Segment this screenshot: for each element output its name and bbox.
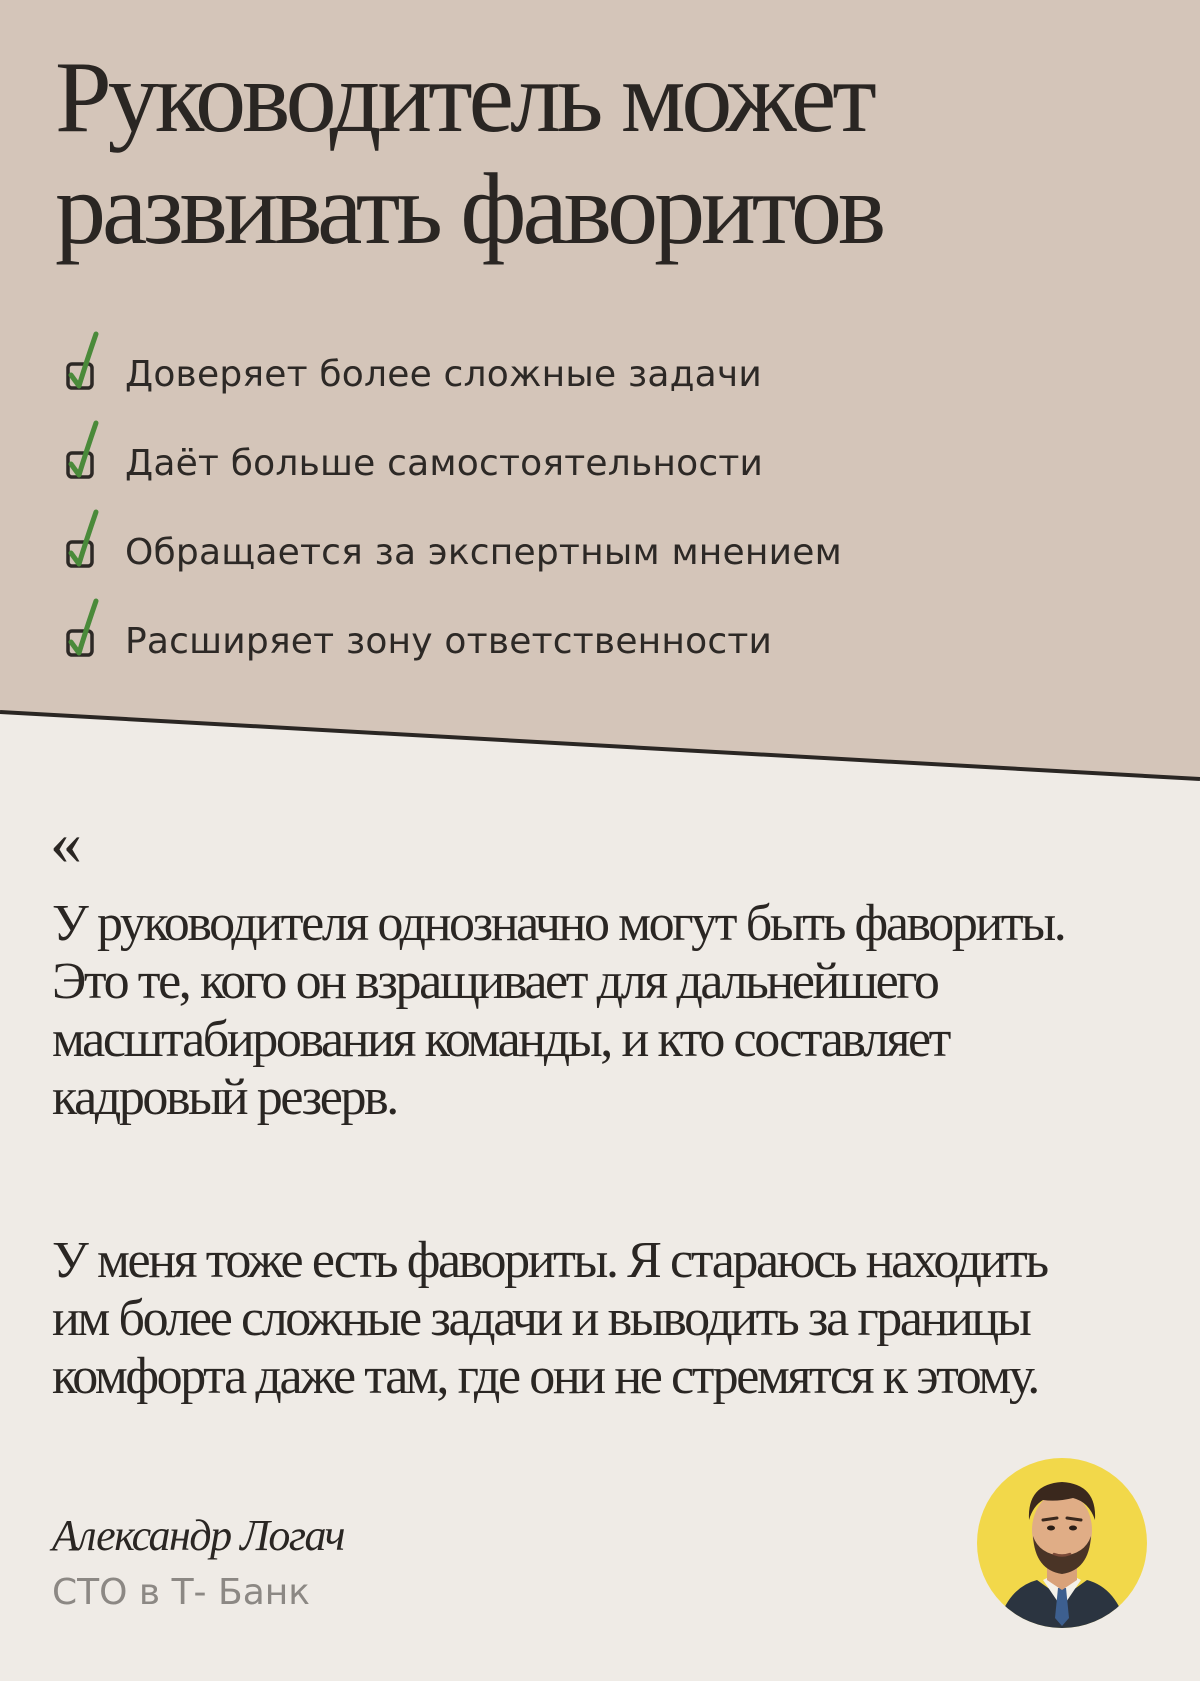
portrait-avatar-icon xyxy=(977,1458,1147,1628)
author-name: Александр Логач xyxy=(52,1511,344,1560)
list-item-label: Даёт больше самостоятельности xyxy=(125,443,764,484)
list-item xyxy=(66,419,842,508)
list-item xyxy=(66,597,842,686)
quote-line: им более сложные задачи и выводить за границы xyxy=(52,1290,1030,1347)
quote-line: масштабирования команды, и кто составляет xyxy=(52,1011,949,1068)
page-title xyxy=(55,42,1145,266)
author-role: CTO в Т- Банк xyxy=(52,1572,311,1613)
checkbox-checked-icon xyxy=(66,625,100,659)
list-item-label: Доверяет более сложные задачи xyxy=(125,354,762,395)
checkbox-checked-icon xyxy=(66,358,100,392)
title-line-1: Руководитель может xyxy=(55,41,873,154)
checkbox-checked-icon xyxy=(66,447,100,481)
quote-line: комфорта даже там, где они не стремятся к этому. xyxy=(52,1348,1038,1405)
quote-paragraph-1 xyxy=(52,895,1162,1127)
title-line-2: развивать фаворитов xyxy=(55,153,883,266)
list-item-label: Обращается за экспертным мнением xyxy=(125,532,842,573)
quote-mark: « xyxy=(50,807,82,878)
avatar xyxy=(977,1458,1147,1628)
quote-paragraph-2 xyxy=(52,1232,1162,1406)
quote-line: кадровый резерв. xyxy=(52,1069,397,1126)
quote-line: Это те, кого он взращивает для дальнейшего xyxy=(52,953,938,1010)
checkbox-checked-icon xyxy=(66,536,100,570)
list-item xyxy=(66,330,842,419)
quote-line: У меня тоже есть фавориты. Я стараюсь находить xyxy=(52,1232,1047,1289)
quote-line: У руководителя однозначно могут быть фавориты. xyxy=(52,895,1065,952)
list-item xyxy=(66,508,842,597)
checklist xyxy=(66,330,842,686)
list-item-label: Расширяет зону ответственности xyxy=(125,621,773,662)
